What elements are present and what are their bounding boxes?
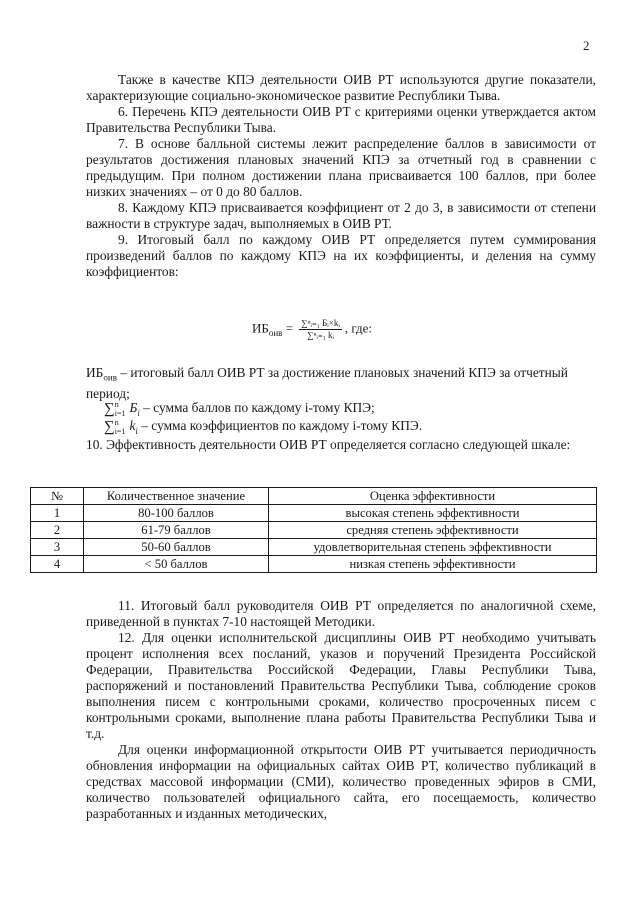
formula-numerator: ∑ⁿᵢ₌₁ Бᵢ×kᵢ: [301, 318, 340, 328]
sum-sign-b: ∑n i=1: [104, 400, 126, 418]
table-row: [31, 505, 597, 522]
definition-ib-sub: оив: [103, 372, 117, 383]
formula-denominator: ∑ⁿᵢ₌₁ kᵢ: [307, 330, 334, 340]
definition-ib-term: ИБ: [86, 365, 104, 380]
header-number: №: [31, 488, 84, 505]
formula-suffix: , где:: [344, 320, 373, 336]
table-row: [31, 556, 597, 573]
formula-fraction: [299, 318, 342, 341]
table-row: [31, 539, 597, 556]
paragraph-8: 8. Каждому КПЭ присваивается коэффициент от 2 до 3, в зависимости от степени важности в структуре задач, выполняемых в ОИВ РТ.: [86, 200, 596, 231]
paragraph-kpe-other: Также в качестве КПЭ деятельности ОИВ РТ используются другие показатели, характеризующие социально-экономическое развитие Республики Тыва.: [86, 72, 596, 103]
row-assessment: удовлетворительная степень эффективности: [269, 539, 597, 556]
header-assessment: Оценка эффективности: [269, 488, 597, 505]
row-number: 4: [31, 556, 84, 573]
score-formula: [252, 318, 372, 341]
paragraph-10-block: [86, 437, 596, 453]
sum-sign-k: ∑n i=1: [104, 418, 126, 436]
k-variable: k: [129, 418, 136, 434]
paragraphs-bottom: [86, 598, 596, 822]
formula-lhs: ИБ: [252, 320, 269, 336]
row-number: 3: [31, 539, 84, 556]
row-value: < 50 баллов: [84, 556, 269, 573]
row-value: 50-60 баллов: [84, 539, 269, 556]
row-number: 1: [31, 505, 84, 522]
paragraph-11: 11. Итоговый балл руководителя ОИВ РТ определяется по аналогичной схеме, приведенной в пунктах 7-10 настоящей Методики.: [86, 598, 596, 629]
paragraphs-top: [86, 72, 596, 280]
b-variable: Б: [129, 400, 138, 416]
paragraph-7: 7. В основе балльной системы лежит распределение баллов в зависимости от результатов достижения плановых значений КПЭ за отчетный год в сравнении с предыдущим. При полном достижении плана присваивается 100 баллов, при более низких значениях – от 0 до 80 баллов.: [86, 136, 596, 199]
formula-equals: =: [285, 320, 294, 336]
formula-lhs-sub: оив: [268, 328, 283, 339]
efficiency-scale-table: [30, 487, 597, 573]
paragraph-info-openness: Для оценки информационной открытости ОИВ РТ учитывается периодичность обновления информации на официальных сайтах ОИВ РТ, количество публикаций в средствах массовой информации (СМИ), количество проведенных эфиров в СМИ, количество пользователей официального сайта, его посещаемость, количество разработанных и изданных методических,: [86, 742, 596, 821]
paragraph-9: 9. Итоговый балл по каждому ОИВ РТ определяется путем суммирования произведений баллов по каждому КПЭ на их коэффициенты, и деления на сумму коэффициентов:: [86, 232, 596, 279]
row-assessment: низкая степень эффективности: [269, 556, 597, 573]
header-quantity: Количественное значение: [84, 488, 269, 505]
paragraph-12: 12. Для оценки исполнительской дисциплины ОИВ РТ необходимо учитывать процент исполнения всех посланий, указов и поручений Президента Российской Федерации, Правительства Российской Федерации, Главы Республики Тыва, распоряжений и постановлений Правительства Республики Тыва, соблюдение сроков выполнения писем с контрольными сроками, количество просроченных писем с контрольными сроками, выполнение плана работы Правительства Республики Тыва и т.д.: [86, 630, 596, 741]
row-value: 61-79 баллов: [84, 522, 269, 539]
paragraph-6: 6. Перечень КПЭ деятельности ОИВ РТ с критериями оценки утверждается актом Правительства Республики Тыва.: [86, 104, 596, 135]
page-number: 2: [583, 38, 590, 53]
definition-ib-text: – итоговый балл ОИВ РТ за достижение плановых значений КПЭ за отчетный период;: [86, 365, 568, 401]
table-header-row: [31, 488, 597, 505]
definition-sum-b: ∑n i=1 $Б_i$ – сумма баллов по каждому i-тому КПЭ;: [104, 400, 375, 418]
row-assessment: высокая степень эффективности: [269, 505, 597, 522]
row-number: 2: [31, 522, 84, 539]
definition-b-text: – сумма баллов по каждому i-тому КПЭ;: [139, 400, 375, 416]
row-assessment: средняя степень эффективности: [269, 522, 597, 539]
row-value: 80-100 баллов: [84, 505, 269, 522]
definition-ib: [86, 365, 596, 402]
definition-sum-k: ∑n i=1 $k_i$ – сумма коэффициентов по каждому i-тому КПЭ.: [104, 418, 423, 436]
table-row: [31, 522, 597, 539]
definition-k-text: – сумма коэффициентов по каждому i-тому КПЭ.: [137, 418, 423, 434]
paragraph-10: 10. Эффективность деятельности ОИВ РТ определяется согласно следующей шкале:: [86, 437, 571, 452]
